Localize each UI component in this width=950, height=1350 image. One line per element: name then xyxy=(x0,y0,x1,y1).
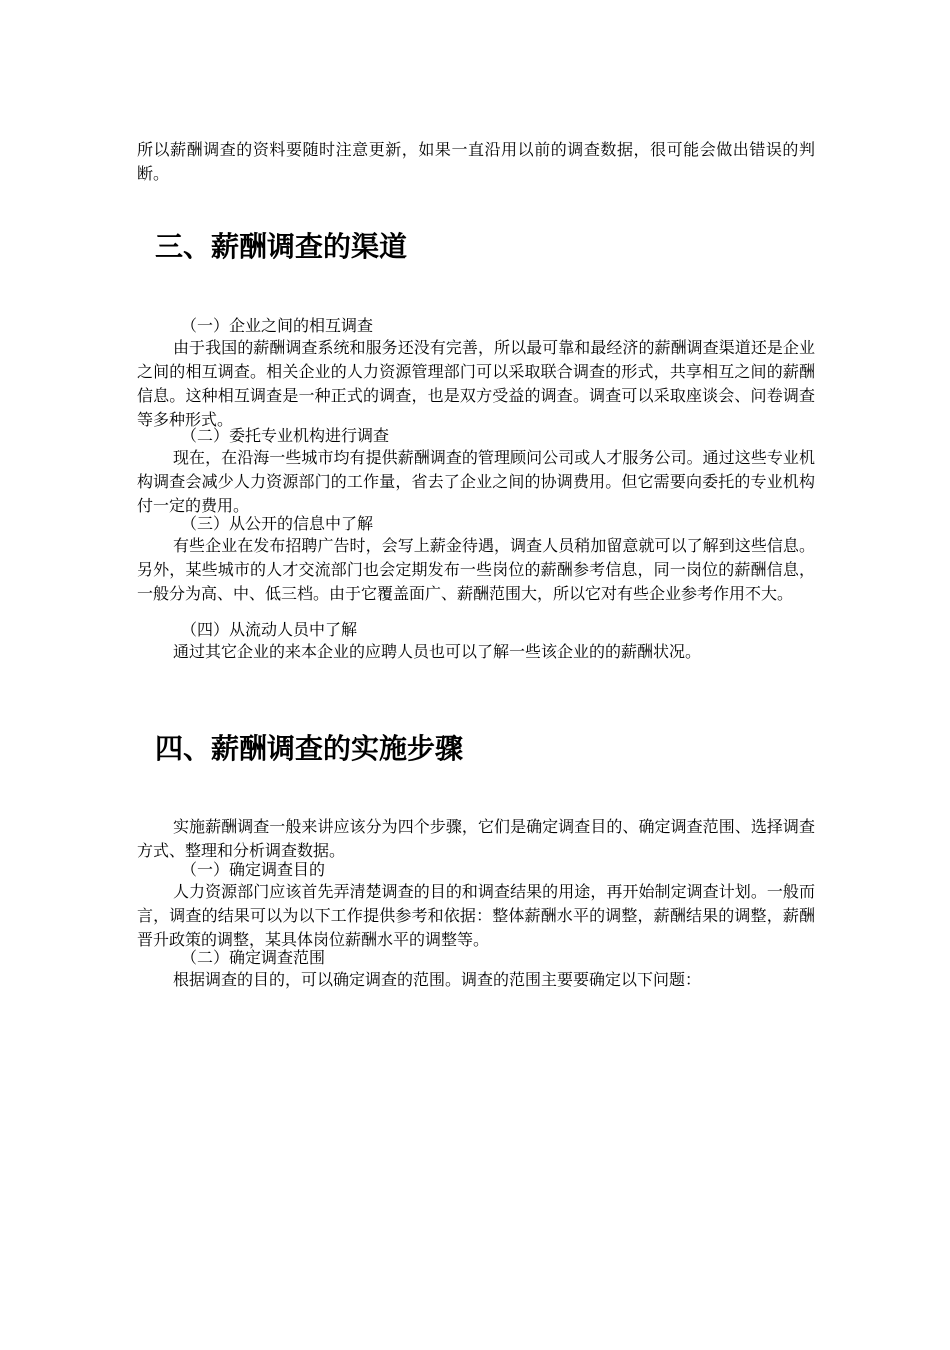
section3-item2-title: （二）委托专业机构进行调查 xyxy=(181,426,390,445)
section3-item1-body: 由于我国的薪酬调查系统和服务还没有完善，所以最可靠和最经济的薪酬调查渠道还是企业之间的相互调查。相关企业的人力资源管理部门可以采取联合调查的形式，共享相互之间的薪酬信息。这种相互调查是一种正式的调查，也是双方受益的调查。调查可以采取座谈会、问卷调查等多种形式。 xyxy=(137,338,815,429)
section4-item2-body: 根据调查的目的，可以确定调查的范围。调查的范围主要要确定以下问题： xyxy=(173,970,702,989)
intro-paragraph: 所以薪酬调查的资料要随时注意更新，如果一直沿用以前的调查数据，很可能会做出错误的判断。 xyxy=(137,140,815,183)
section3-item4-title: （四）从流动人员中了解 xyxy=(181,620,358,639)
section4-heading: 四、薪酬调查的实施步骤 xyxy=(155,732,464,765)
section4-intro: 实施薪酬调查一般来讲应该分为四个步骤，它们是确定调查目的、确定调查范围、选择调查方式、整理和分析调查数据。 xyxy=(137,817,815,860)
section3-item2-body: 现在，在沿海一些城市均有提供薪酬调查的管理顾问公司或人才服务公司。通过这些专业机构调查会减少人力资源部门的工作量，省去了企业之间的协调费用。但它需要向委托的专业机构付一定的费用。 xyxy=(137,448,815,515)
section4-item2-title: （二）确定调查范围 xyxy=(181,948,326,967)
section3-item4-body: 通过其它企业的来本企业的应聘人员也可以了解一些该企业的的薪酬状况。 xyxy=(173,642,702,661)
section4-item1-title: （一）确定调查目的 xyxy=(181,860,326,879)
section3-heading: 三、薪酬调查的渠道 xyxy=(155,230,408,263)
section3-item3-title: （三）从公开的信息中了解 xyxy=(181,514,374,533)
section3-item1-title: （一）企业之间的相互调查 xyxy=(181,316,374,335)
section4-item1-body: 人力资源部门应该首先弄清楚调查的目的和调查结果的用途，再开始制定调查计划。一般而言，调查的结果可以为以下工作提供参考和依据：整体薪酬水平的调整，薪酬结果的调整，薪酬晋升政策的调整，某具体岗位薪酬水平的调整等。 xyxy=(137,882,815,949)
section3-item3-body: 有些企业在发布招聘广告时，会写上薪金待遇，调查人员稍加留意就可以了解到这些信息。另外，某些城市的人才交流部门也会定期发布一些岗位的薪酬参考信息，同一岗位的薪酬信息，一般分为高、中、低三档。由于它覆盖面广、薪酬范围大，所以它对有些企业参考作用不大。 xyxy=(137,536,815,603)
